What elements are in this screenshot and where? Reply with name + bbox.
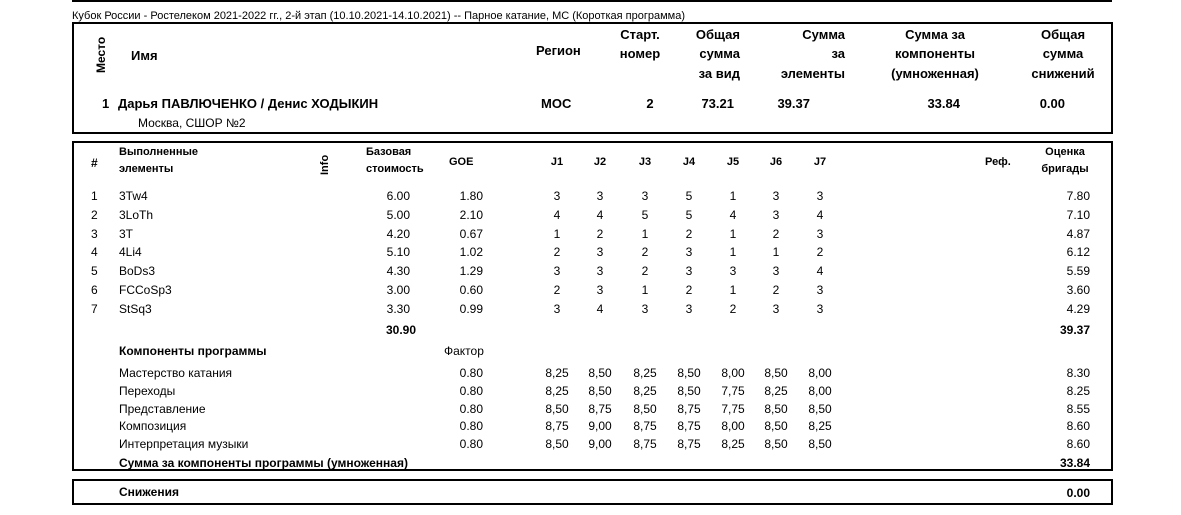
element-goe: 1.29: [459, 264, 483, 278]
component-judge-score: 9,00: [588, 419, 612, 433]
component-judge-score: 8,50: [764, 402, 788, 416]
component-judge-score: 8,50: [764, 366, 788, 380]
element-judge-score: 3: [816, 283, 824, 297]
col-total-header-3: за вид: [698, 66, 740, 81]
skater-region: MOC: [541, 96, 572, 111]
element-num: 3: [91, 227, 98, 241]
element-judge-score: 3: [596, 245, 604, 259]
col-goe-header: GOE: [449, 156, 474, 168]
component-factor: 0.80: [459, 419, 483, 433]
element-judge-score: 4: [816, 208, 824, 222]
element-judge-score: 3: [772, 302, 780, 316]
col-total-header-1: Общая: [695, 27, 740, 42]
element-judge-score: 3: [816, 302, 824, 316]
element-judge-score: 3: [816, 227, 824, 241]
skater-element-score: 39.37: [777, 96, 810, 111]
components-title: Компоненты программы: [119, 344, 267, 358]
element-name: 3LoTh: [119, 208, 154, 222]
element-judge-score: 3: [596, 189, 604, 203]
element-base: 5.00: [386, 208, 410, 222]
component-judge-score: 8,50: [588, 366, 612, 380]
element-judge-score: 2: [816, 245, 824, 259]
component-name: Переходы: [119, 384, 176, 398]
element-num: 1: [91, 189, 98, 203]
element-judge-score: 2: [553, 245, 561, 259]
judge-header-7: J7: [813, 156, 827, 168]
element-goe: 0.67: [459, 227, 483, 241]
element-panel-score: 5.59: [1066, 264, 1090, 278]
element-num: 6: [91, 283, 98, 297]
components-total-value: 33.84: [1059, 456, 1090, 470]
element-base: 6.00: [386, 189, 410, 203]
judge-header-3: J3: [638, 156, 652, 168]
element-name: 4Li4: [119, 245, 142, 259]
element-judge-score: 2: [685, 227, 693, 241]
element-panel-score: 7.10: [1066, 208, 1090, 222]
element-goe: 1.80: [459, 189, 483, 203]
col-elements-header-2: элементы: [119, 163, 174, 175]
col-comp-header-3: (умноженная): [891, 66, 979, 81]
element-judge-score: 5: [685, 189, 693, 203]
element-judge-score: 1: [641, 283, 649, 297]
col-start-header-1: Старт.: [620, 27, 660, 42]
col-rank-header: Место: [94, 36, 108, 73]
component-judge-score: 8,25: [545, 366, 569, 380]
col-score-header-2: бригады: [1041, 163, 1089, 175]
col-elements-header-1: Выполненные: [119, 146, 198, 158]
element-judge-score: 3: [816, 189, 824, 203]
element-goe: 1.02: [459, 245, 483, 259]
col-total-header-2: сумма: [699, 46, 740, 61]
element-judge-score: 4: [729, 208, 737, 222]
base-total: 30.90: [385, 323, 416, 337]
component-judge-score: 8,75: [588, 402, 612, 416]
element-base: 3.00: [386, 283, 410, 297]
element-judge-score: 3: [553, 264, 561, 278]
element-judge-score: 1: [729, 283, 737, 297]
col-name-header: Имя: [131, 48, 158, 63]
top-rule: [72, 0, 1112, 2]
component-judge-score: 8,50: [633, 402, 657, 416]
element-judge-score: 4: [596, 208, 604, 222]
components-total-label: Сумма за компоненты программы (умноженная): [119, 456, 408, 470]
element-goe: 0.99: [459, 302, 483, 316]
event-title: Кубок России - Ростелеком 2021-2022 гг., 2-й этап (10.10.2021-14.10.2021) -- Парное катание, МС (Короткая программа): [72, 10, 685, 22]
element-name: 3Tw4: [119, 189, 148, 203]
col-base-header-1: Базовая: [366, 146, 412, 158]
element-name: 3T: [119, 227, 134, 241]
score-total: 39.37: [1059, 323, 1090, 337]
component-judge-score: 8,50: [545, 402, 569, 416]
component-judge-score: 8,25: [633, 384, 657, 398]
skater-start-number: 2: [646, 96, 654, 111]
col-base-header-2: стоимость: [366, 163, 424, 175]
component-judge-score: 7,75: [721, 402, 745, 416]
component-name: Мастерство катания: [119, 366, 233, 380]
component-judge-score: 8,50: [588, 384, 612, 398]
element-name: BoDs3: [119, 264, 156, 278]
factor-label: Фактор: [444, 344, 484, 358]
element-base: 4.30: [386, 264, 410, 278]
deductions-box: [72, 479, 1113, 505]
component-judge-score: 8,25: [764, 384, 788, 398]
component-judge-score: 8,75: [545, 419, 569, 433]
col-num-header: #: [91, 156, 98, 170]
component-judge-score: 8,25: [545, 384, 569, 398]
component-judge-score: 8,50: [764, 437, 788, 451]
element-judge-score: 1: [729, 189, 737, 203]
element-num: 4: [91, 245, 98, 259]
component-judge-score: 8,75: [633, 419, 657, 433]
element-judge-score: 4: [553, 208, 561, 222]
col-start-header-2: номер: [619, 46, 661, 61]
component-judge-score: 8,50: [808, 437, 832, 451]
component-judge-score: 9,00: [588, 437, 612, 451]
judge-header-6: J6: [769, 156, 783, 168]
component-judge-score: 8,50: [677, 366, 701, 380]
col-score-header-1: Оценка: [1045, 146, 1085, 158]
skater-name: Дарья ПАВЛЮЧЕНКО / Денис ХОДЫКИН: [118, 96, 379, 111]
element-judge-score: 2: [553, 283, 561, 297]
element-judge-score: 3: [596, 264, 604, 278]
element-num: 5: [91, 264, 98, 278]
component-factor: 0.80: [459, 384, 483, 398]
component-name: Представление: [119, 402, 206, 416]
component-factor: 0.80: [459, 437, 483, 451]
component-panel-score: 8.60: [1066, 419, 1090, 433]
component-factor: 0.80: [459, 402, 483, 416]
element-panel-score: 4.87: [1066, 227, 1090, 241]
element-judge-score: 1: [553, 227, 561, 241]
element-judge-score: 1: [729, 227, 737, 241]
component-judge-score: 8,50: [764, 419, 788, 433]
skater-deductions: 0.00: [1039, 96, 1065, 111]
element-judge-score: 3: [772, 189, 780, 203]
component-factor: 0.80: [459, 366, 483, 380]
judge-header-5: J5: [726, 156, 740, 168]
col-elem-header-1: Сумма: [802, 27, 845, 42]
element-judge-score: 3: [553, 189, 561, 203]
judge-header-4: J4: [682, 156, 696, 168]
skater-rank: 1: [102, 96, 110, 111]
col-elem-header-3: элементы: [780, 66, 845, 81]
element-judge-score: 3: [685, 245, 693, 259]
col-comp-header-2: компоненты: [895, 46, 975, 61]
element-panel-score: 4.29: [1066, 302, 1090, 316]
deductions-value: 0.00: [1066, 486, 1090, 500]
col-ded-header-2: сумма: [1042, 46, 1084, 61]
component-judge-score: 8,75: [677, 437, 701, 451]
component-judge-score: 8,00: [721, 419, 745, 433]
component-judge-score: 8,50: [808, 402, 832, 416]
col-ref-header: Реф.: [985, 156, 1011, 168]
col-ded-header-3: снижений: [1031, 66, 1095, 81]
element-judge-score: 1: [772, 245, 780, 259]
element-judge-score: 3: [641, 189, 649, 203]
element-panel-score: 7.80: [1066, 189, 1090, 203]
component-judge-score: 8,00: [808, 366, 832, 380]
col-ded-header-1: Общая: [1040, 27, 1086, 42]
element-judge-score: 3: [596, 283, 604, 297]
element-judge-score: 2: [729, 302, 737, 316]
component-judge-score: 7,75: [721, 384, 745, 398]
component-judge-score: 8,75: [677, 419, 701, 433]
skater-component-score: 33.84: [927, 96, 960, 111]
col-elem-header-2: за: [831, 46, 845, 61]
element-judge-score: 1: [729, 245, 737, 259]
component-judge-score: 8,25: [633, 366, 657, 380]
component-panel-score: 8.55: [1066, 402, 1090, 416]
element-judge-score: 2: [772, 283, 780, 297]
element-base: 5.10: [386, 245, 410, 259]
deductions-label: Снижения: [119, 485, 179, 499]
element-judge-score: 3: [685, 302, 693, 316]
skater-total-score: 73.21: [701, 96, 734, 111]
element-judge-score: 4: [816, 264, 824, 278]
component-judge-score: 8,75: [677, 402, 701, 416]
component-judge-score: 8,50: [545, 437, 569, 451]
component-judge-score: 8,25: [808, 419, 832, 433]
element-judge-score: 3: [772, 264, 780, 278]
element-judge-score: 2: [641, 264, 649, 278]
element-judge-score: 3: [772, 208, 780, 222]
component-judge-score: 8,75: [633, 437, 657, 451]
element-judge-score: 3: [641, 302, 649, 316]
element-name: StSq3: [119, 302, 152, 316]
component-judge-score: 8,00: [808, 384, 832, 398]
col-region-header: Регион: [536, 43, 581, 58]
element-judge-score: 4: [596, 302, 604, 316]
element-base: 4.20: [386, 227, 410, 241]
element-panel-score: 6.12: [1066, 245, 1090, 259]
component-name: Интерпретация музыки: [119, 437, 249, 451]
element-judge-score: 5: [641, 208, 649, 222]
col-info-header: Info: [319, 154, 331, 175]
element-judge-score: 3: [729, 264, 737, 278]
element-num: 2: [91, 208, 98, 222]
component-judge-score: 8,50: [677, 384, 701, 398]
element-base: 3.30: [386, 302, 410, 316]
element-judge-score: 1: [641, 227, 649, 241]
judge-header-1: J1: [550, 156, 564, 168]
col-comp-header-1: Сумма за: [905, 27, 965, 42]
element-panel-score: 3.60: [1066, 283, 1090, 297]
component-name: Композиция: [119, 419, 187, 433]
element-goe: 0.60: [459, 283, 483, 297]
component-panel-score: 8.25: [1066, 384, 1090, 398]
element-judge-score: 3: [685, 264, 693, 278]
judge-header-2: J2: [593, 156, 607, 168]
element-judge-score: 5: [685, 208, 693, 222]
component-panel-score: 8.30: [1066, 366, 1090, 380]
element-judge-score: 2: [596, 227, 604, 241]
skater-club: Москва, СШОР №2: [138, 116, 246, 130]
element-judge-score: 2: [772, 227, 780, 241]
element-num: 7: [91, 302, 98, 316]
component-panel-score: 8.60: [1066, 437, 1090, 451]
element-judge-score: 2: [685, 283, 693, 297]
component-judge-score: 8,25: [721, 437, 745, 451]
element-judge-score: 2: [641, 245, 649, 259]
component-judge-score: 8,00: [721, 366, 745, 380]
element-judge-score: 3: [553, 302, 561, 316]
element-name: FCCoSp3: [119, 283, 172, 297]
element-goe: 2.10: [459, 208, 483, 222]
